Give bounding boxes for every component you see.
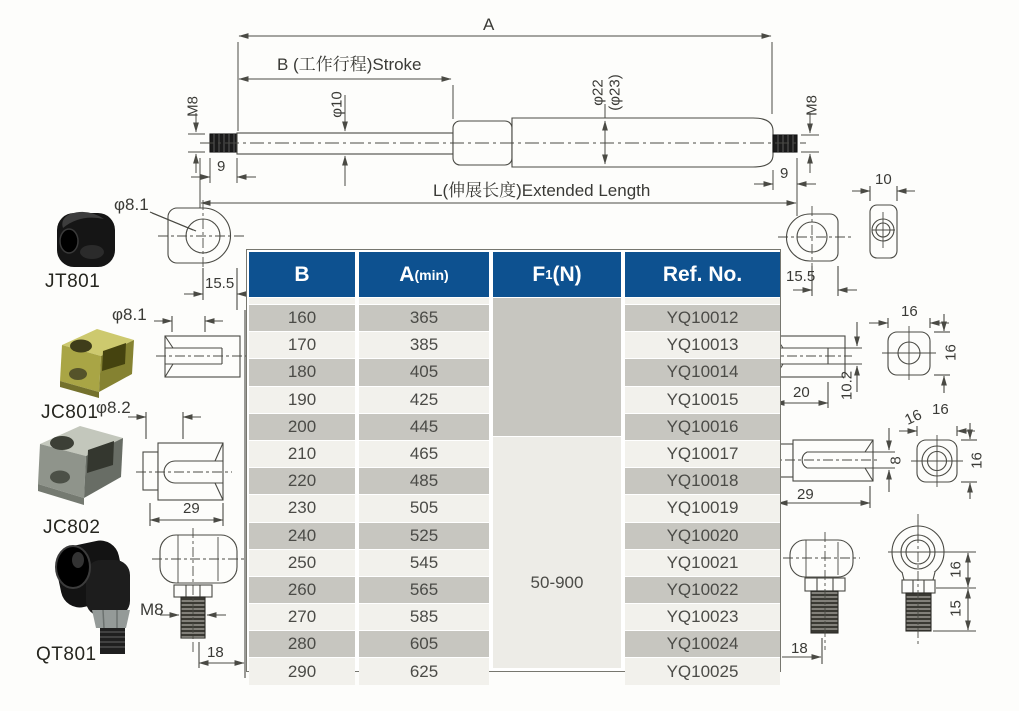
qt801-length-dim-label: 18 [207,644,224,661]
table-header-b [249,252,355,297]
jt801-photo [57,212,115,267]
table-cell-b: 240 [249,523,355,549]
table-cell-a: 485 [359,468,489,494]
clevis2-slot-label: 8 [887,456,905,465]
jc801-photo [60,329,134,398]
table-cell-b: 180 [249,359,355,385]
jt801-width-dim-label: 15.5 [205,275,235,292]
table-column-b [249,252,355,685]
clevis2-length-label: 29 [797,486,814,503]
table-cell-b: 200 [249,414,355,440]
table-cell-ref: YQ10022 [625,577,780,603]
table-cell-b: 250 [249,550,355,576]
table-cell-a: 605 [359,631,489,657]
dim-extended-length-label: L(伸展长度)Extended Length [433,181,651,200]
jc802-length-dim-label: 29 [183,500,200,517]
table-cell-a: 465 [359,441,489,467]
f1-merged-cell-top [493,298,621,436]
table-cell-ref: YQ10025 [625,658,780,684]
dim-m8-right-label: M8 [803,95,821,116]
jc801-label: JC801 [41,402,99,423]
clevis1-slot-label: 10.2 [838,370,856,401]
eyelet-width-label: 15.5 [786,268,816,285]
dim-a-label: A [483,15,495,34]
table-cell-ref: YQ10021 [625,550,780,576]
table-row-spacer [625,298,780,304]
clevis2-square-h-label: 16 [968,452,986,469]
table-cell-a: 505 [359,495,489,521]
jc802-label: JC802 [43,517,101,538]
table-cell-a: 525 [359,523,489,549]
left-eyelet-drawing [152,200,256,310]
table-cell-b: 170 [249,332,355,358]
table-cell-ref: YQ10019 [625,495,780,521]
clevis1-depth-label: 20 [793,384,810,401]
header-f-sub-text: 1 [545,267,553,282]
table-cell-b: 260 [249,577,355,603]
table-cell-b: 270 [249,604,355,630]
table-cell-ref: YQ10024 [625,631,780,657]
spec-table [246,249,781,681]
table-cell-ref: YQ10020 [625,523,780,549]
table-header-f1 [493,252,621,297]
clevis2-square-w-label: 16 [932,401,949,418]
jc801-hole-dim-label: φ8.1 [112,305,147,324]
dim-rod-dia-label: φ10 [328,91,346,118]
table-cell-a: 585 [359,604,489,630]
header-a-sub-text: (min) [414,266,449,283]
table-cell-a: 425 [359,387,489,413]
table-cell-a: 365 [359,305,489,331]
table-cell-b: 280 [249,631,355,657]
table-cell-ref: YQ10014 [625,359,780,385]
dim-b-stroke-label: B (工作行程)Stroke [277,55,422,74]
jc802-hole-dim-label: φ8.2 [96,398,131,417]
table-cell-ref: YQ10018 [625,468,780,494]
left-clevis2-drawing [128,412,232,526]
table-cell-ref: YQ10013 [625,332,780,358]
dim-m8-left-label: M8 [184,96,202,117]
header-f-text: F [532,262,546,286]
table-cell-b: 210 [249,441,355,467]
header-b-text: B [294,262,310,286]
table-cell-ref: YQ10016 [625,414,780,440]
header-f-unit-text: (N) [552,262,582,286]
table-cell-ref: YQ10017 [625,441,780,467]
dim-tube-dia-label: φ22 [589,79,607,106]
table-cell-a: 385 [359,332,489,358]
jt801-hole-dim-label: φ8.1 [114,195,149,214]
header-ref-text: Ref. No. [662,262,743,286]
jt801-label: JT801 [45,271,101,292]
dim-9-right-label: 9 [780,165,789,182]
f1-range-value: 50-900 [530,573,584,592]
left-clevis1-drawing [154,316,250,377]
table-column-f1 [493,252,621,668]
jc802-photo [38,426,123,505]
balljoint-thread-len-label: 15 [947,600,965,617]
header-a-text: A [399,262,415,286]
table-cell-b: 190 [249,387,355,413]
table-cell-a: 405 [359,359,489,385]
table-header-a [359,252,489,297]
balljoint-eye-dim-label: 16 [947,561,965,578]
table-column-ref [625,252,780,685]
table-cell-a: 545 [359,550,489,576]
table-column-a [359,252,489,685]
clevis1-square-h-label: 16 [942,344,960,361]
qt801-photo [52,537,130,654]
table-header-ref [625,252,780,297]
table-cell-b: 230 [249,495,355,521]
table-cell-ref: YQ10012 [625,305,780,331]
table-cell-b: 160 [249,305,355,331]
qt801-thread-dim-label: M8 [140,600,164,619]
table-row-spacer [359,298,489,304]
table-cell-a: 625 [359,658,489,684]
clevis2-square-w2-label: 16 [902,406,925,429]
eyelet-front-width-label: 10 [875,171,892,188]
table-row-spacer [249,298,355,304]
qt801-label: QT801 [36,644,97,665]
f1-merged-cell-bottom [493,437,621,668]
table-cell-b: 290 [249,658,355,684]
table-cell-b: 220 [249,468,355,494]
gas-spring-drawing [200,118,806,167]
table-cell-ref: YQ10015 [625,387,780,413]
clevis1-square-w-label: 16 [901,303,918,320]
dim-tube-dia2-label: (φ23) [606,74,624,111]
table-cell-a: 445 [359,414,489,440]
table-cell-a: 565 [359,577,489,603]
balljoint-length-label: 18 [791,640,808,657]
table-cell-ref: YQ10023 [625,604,780,630]
dim-9-left-label: 9 [217,158,226,175]
